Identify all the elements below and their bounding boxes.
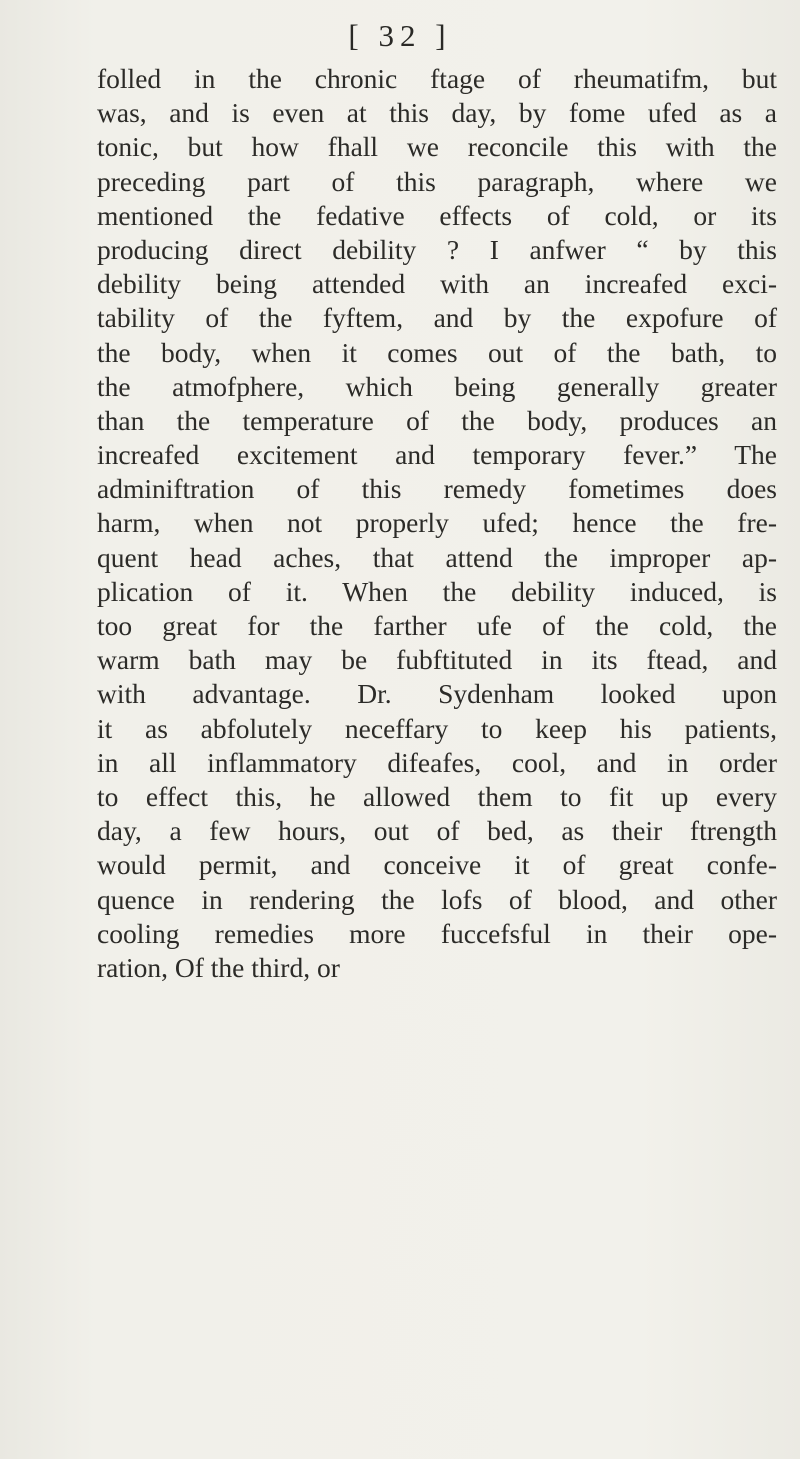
text-line: with advantage. Dr. Sydenham looked upon [97, 678, 777, 710]
text-line: would permit, and conceive it of great confe- [97, 849, 777, 881]
text-line: the atmofphere, which being generally greater [97, 370, 777, 402]
text-line: adminiftration of this remedy fometimes does [97, 473, 777, 505]
text-line: folled in the chronic ftage of rheumatifm, but [97, 63, 777, 94]
text-line: mentioned the fedative effects of cold, or its [97, 199, 777, 231]
text-line: it as abfolutely neceffary to keep his patients, [97, 712, 777, 744]
text-line: in all inflammatory difeafes, cool, and in order [97, 746, 777, 778]
text-line-last: ration, Of the third, or [97, 951, 340, 983]
text-line: plication of it. When the debility induced, is [97, 575, 777, 607]
text-line: harm, when not properly ufed; hence the fre- [97, 507, 777, 539]
text-line: was, and is even at this day, by fome ufed as a [97, 97, 777, 129]
text-line: producing direct debility ? I anfwer “ by this [97, 233, 777, 265]
text-line: tability of the fyftem, and by the expofure of [97, 302, 777, 334]
body-text [97, 62, 777, 985]
page-number: [ 32 ] [348, 18, 452, 53]
text-line: day, a few hours, out of bed, as their ftrength [97, 815, 777, 847]
text-line: cooling remedies more fuccefsful in their ope- [97, 917, 777, 949]
text-line: preceding part of this paragraph, where we [97, 165, 777, 197]
text-line: quence in rendering the lofs of blood, and other [97, 883, 777, 915]
text-line: debility being attended with an increafed exci- [97, 268, 777, 300]
text-line: increafed excitement and temporary fever.” The [97, 439, 777, 471]
text-line: the body, when it comes out of the bath, to [97, 336, 777, 368]
text-line: warm bath may be fubftituted in its ftead, and [97, 644, 777, 676]
text-line: than the temperature of the body, produces an [97, 404, 777, 436]
text-line: quent head aches, that attend the improper ap- [97, 541, 777, 573]
text-line: to effect this, he allowed them to fit up every [97, 780, 777, 812]
text-line: tonic, but how fhall we reconcile this with the [97, 131, 777, 163]
text-line: too great for the farther ufe of the cold, the [97, 610, 777, 641]
